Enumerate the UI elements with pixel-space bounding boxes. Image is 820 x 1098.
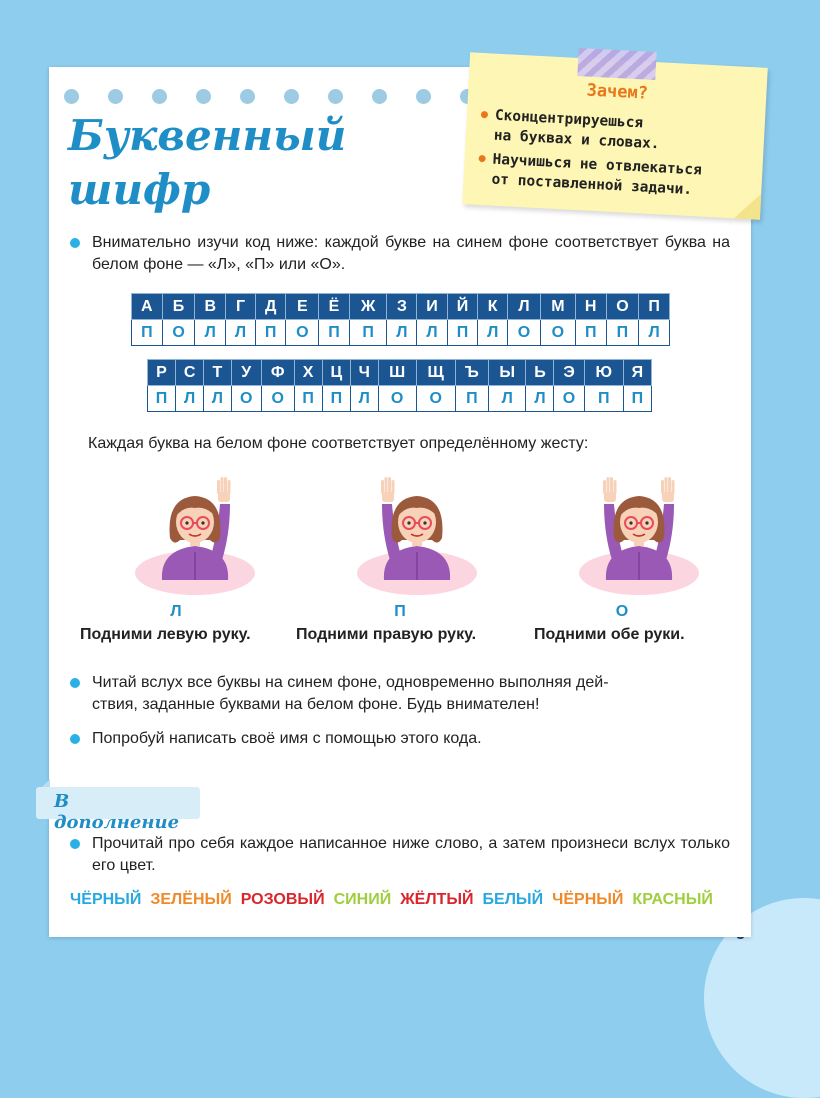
gesture-letter: Л <box>170 603 182 620</box>
cipher-letter-cell: И <box>417 294 447 320</box>
cipher-letter-cell: Ю <box>584 360 623 386</box>
cipher-letters-row <box>148 360 652 386</box>
cipher-letter-cell: Э <box>554 360 584 386</box>
cipher-code-cell: О <box>554 386 584 412</box>
cipher-letter-cell: Ь <box>526 360 554 386</box>
cipher-code-cell: П <box>132 320 163 346</box>
bullet-dot <box>70 238 80 248</box>
cipher-letter-cell: К <box>478 294 508 320</box>
color-word: ЧЁРНЫЙ <box>552 891 624 908</box>
cipher-letter-cell: А <box>132 294 163 320</box>
binder-hole <box>328 89 343 104</box>
cipher-code-cell: Л <box>176 386 204 412</box>
cipher-code-cell: П <box>584 386 623 412</box>
cipher-letter-cell: Е <box>286 294 319 320</box>
instruction-text: Читай вслух все буквы на синем фоне, одновременно выполняя дей- ствия, заданные буквами на белом фоне. Будь внимателен! <box>92 674 609 713</box>
cipher-letter-cell: П <box>639 294 670 320</box>
cipher-code-cell: Л <box>417 320 447 346</box>
tape-strip <box>577 48 656 80</box>
color-word: ЗЕЛЁНЫЙ <box>150 891 232 908</box>
cipher-code-cell: П <box>447 320 477 346</box>
gesture-letter: П <box>394 603 406 620</box>
cipher-letter-cell: Ф <box>261 360 294 386</box>
note-item: Сконцентрируешься на буквах и словах. <box>479 105 755 159</box>
cipher-letters-row <box>132 294 670 320</box>
color-word: БЕЛЫЙ <box>482 891 544 908</box>
cipher-code-cell: Л <box>387 320 417 346</box>
cipher-letter-cell: Ц <box>322 360 350 386</box>
gesture-both-hands-illustration <box>564 476 714 596</box>
cipher-letter-cell: Ъ <box>455 360 488 386</box>
cipher-code-cell: О <box>378 386 416 412</box>
binder-hole <box>416 89 431 104</box>
cipher-code-cell: Л <box>639 320 670 346</box>
color-word: КРАСНЫЙ <box>632 891 713 908</box>
note-list <box>477 105 755 207</box>
bullet-dot <box>70 678 80 688</box>
bullet-dot <box>70 839 80 849</box>
color-word: ЧЁРНЫЙ <box>70 891 142 908</box>
cipher-letter-cell: Ч <box>351 360 378 386</box>
cipher-code-cell: О <box>162 320 195 346</box>
cipher-letter-cell: Т <box>204 360 231 386</box>
cipher-code-cell: О <box>508 320 541 346</box>
cipher-codes-row <box>132 320 670 346</box>
cipher-table-1 <box>131 293 670 346</box>
cipher-letter-cell: Л <box>508 294 541 320</box>
cipher-code-cell: П <box>319 320 349 346</box>
cipher-code-cell: П <box>575 320 606 346</box>
note-folded-corner <box>734 192 761 219</box>
cipher-letter-cell: Ё <box>319 294 349 320</box>
cipher-letter-cell: У <box>231 360 261 386</box>
gesture-caption: Подними обе руки. <box>534 626 685 643</box>
cipher-letter-cell: Н <box>575 294 606 320</box>
cipher-code-cell: П <box>148 386 176 412</box>
binder-hole <box>372 89 387 104</box>
cipher-letter-cell: Ы <box>489 360 526 386</box>
cipher-code-cell: Л <box>195 320 226 346</box>
color-word: СИНИЙ <box>333 891 392 908</box>
bullet-dot <box>70 734 80 744</box>
cipher-code-cell: П <box>606 320 639 346</box>
cipher-letter-cell: Х <box>294 360 322 386</box>
cipher-letter-cell: С <box>176 360 204 386</box>
cipher-code-cell: П <box>294 386 322 412</box>
note-heading: Зачем? <box>586 80 649 104</box>
gesture-caption: Подними левую руку. <box>80 626 251 643</box>
cipher-letter-cell: Ш <box>378 360 416 386</box>
gesture-letter: О <box>615 603 629 620</box>
cipher-letter-cell: Б <box>162 294 195 320</box>
color-word: РОЗОВЫЙ <box>240 891 325 908</box>
cipher-table-2 <box>147 359 652 412</box>
intro-text: Внимательно изучи код ниже: каждой букве на синем фоне соответствует буква на белом фоне — «Л», «П» или «О». <box>92 234 730 273</box>
cipher-code-cell: О <box>540 320 575 346</box>
cipher-letter-cell: Щ <box>416 360 455 386</box>
cipher-code-cell: Л <box>204 386 231 412</box>
cipher-letter-cell: О <box>606 294 639 320</box>
cipher-letter-cell: В <box>195 294 226 320</box>
binder-hole <box>108 89 123 104</box>
cipher-code-cell: О <box>231 386 261 412</box>
cipher-letter-cell: Д <box>255 294 285 320</box>
binder-hole <box>64 89 79 104</box>
instruction-paragraph <box>70 672 730 716</box>
gesture-intro: Каждая буква на белом фоне соответствует определённому жесту: <box>88 435 589 452</box>
cipher-code-cell: П <box>255 320 285 346</box>
extra-section-label: В дополнение <box>54 791 180 833</box>
cipher-letter-cell: Р <box>148 360 176 386</box>
cipher-code-cell: Л <box>351 386 378 412</box>
cipher-letter-cell: М <box>540 294 575 320</box>
cipher-code-cell: Л <box>478 320 508 346</box>
page-title-line1: Буквенный <box>68 111 347 160</box>
cipher-code-cell: Л <box>226 320 256 346</box>
extra-paragraph <box>70 833 730 877</box>
cipher-code-cell: П <box>349 320 387 346</box>
instruction-text: Попробуй написать своё имя с помощью этого кода. <box>92 730 482 747</box>
cipher-code-cell: О <box>286 320 319 346</box>
cipher-code-cell: Л <box>489 386 526 412</box>
color-words-row <box>70 891 740 909</box>
cipher-letter-cell: Г <box>226 294 256 320</box>
cipher-code-cell: Л <box>526 386 554 412</box>
binder-hole <box>284 89 299 104</box>
cipher-letter-cell: Ж <box>349 294 387 320</box>
cipher-code-cell: О <box>416 386 455 412</box>
cipher-code-cell: П <box>455 386 488 412</box>
cipher-letter-cell: З <box>387 294 417 320</box>
cipher-letter-cell: Я <box>623 360 651 386</box>
page-title-line2: шифр <box>68 165 211 214</box>
binder-hole <box>196 89 211 104</box>
note-item: Научишься не отвлекаться от поставленной задачи. <box>477 149 753 203</box>
cipher-letter-cell: Й <box>447 294 477 320</box>
gesture-left-hand-illustration <box>120 476 270 596</box>
gesture-right-hand-illustration <box>342 476 492 596</box>
binder-hole <box>152 89 167 104</box>
cipher-code-cell: О <box>261 386 294 412</box>
extra-text: Прочитай про себя каждое написанное ниже слово, а затем произнеси вслух только его цвет. <box>92 835 730 874</box>
gesture-caption: Подними правую руку. <box>296 626 477 643</box>
binder-hole <box>240 89 255 104</box>
cipher-code-cell: П <box>623 386 651 412</box>
cipher-codes-row <box>148 386 652 412</box>
color-word: ЖЁЛТЫЙ <box>400 891 474 908</box>
extra-section-badge <box>36 787 200 833</box>
cipher-code-cell: П <box>322 386 350 412</box>
instruction-paragraph <box>70 728 730 750</box>
intro-paragraph <box>70 232 730 276</box>
